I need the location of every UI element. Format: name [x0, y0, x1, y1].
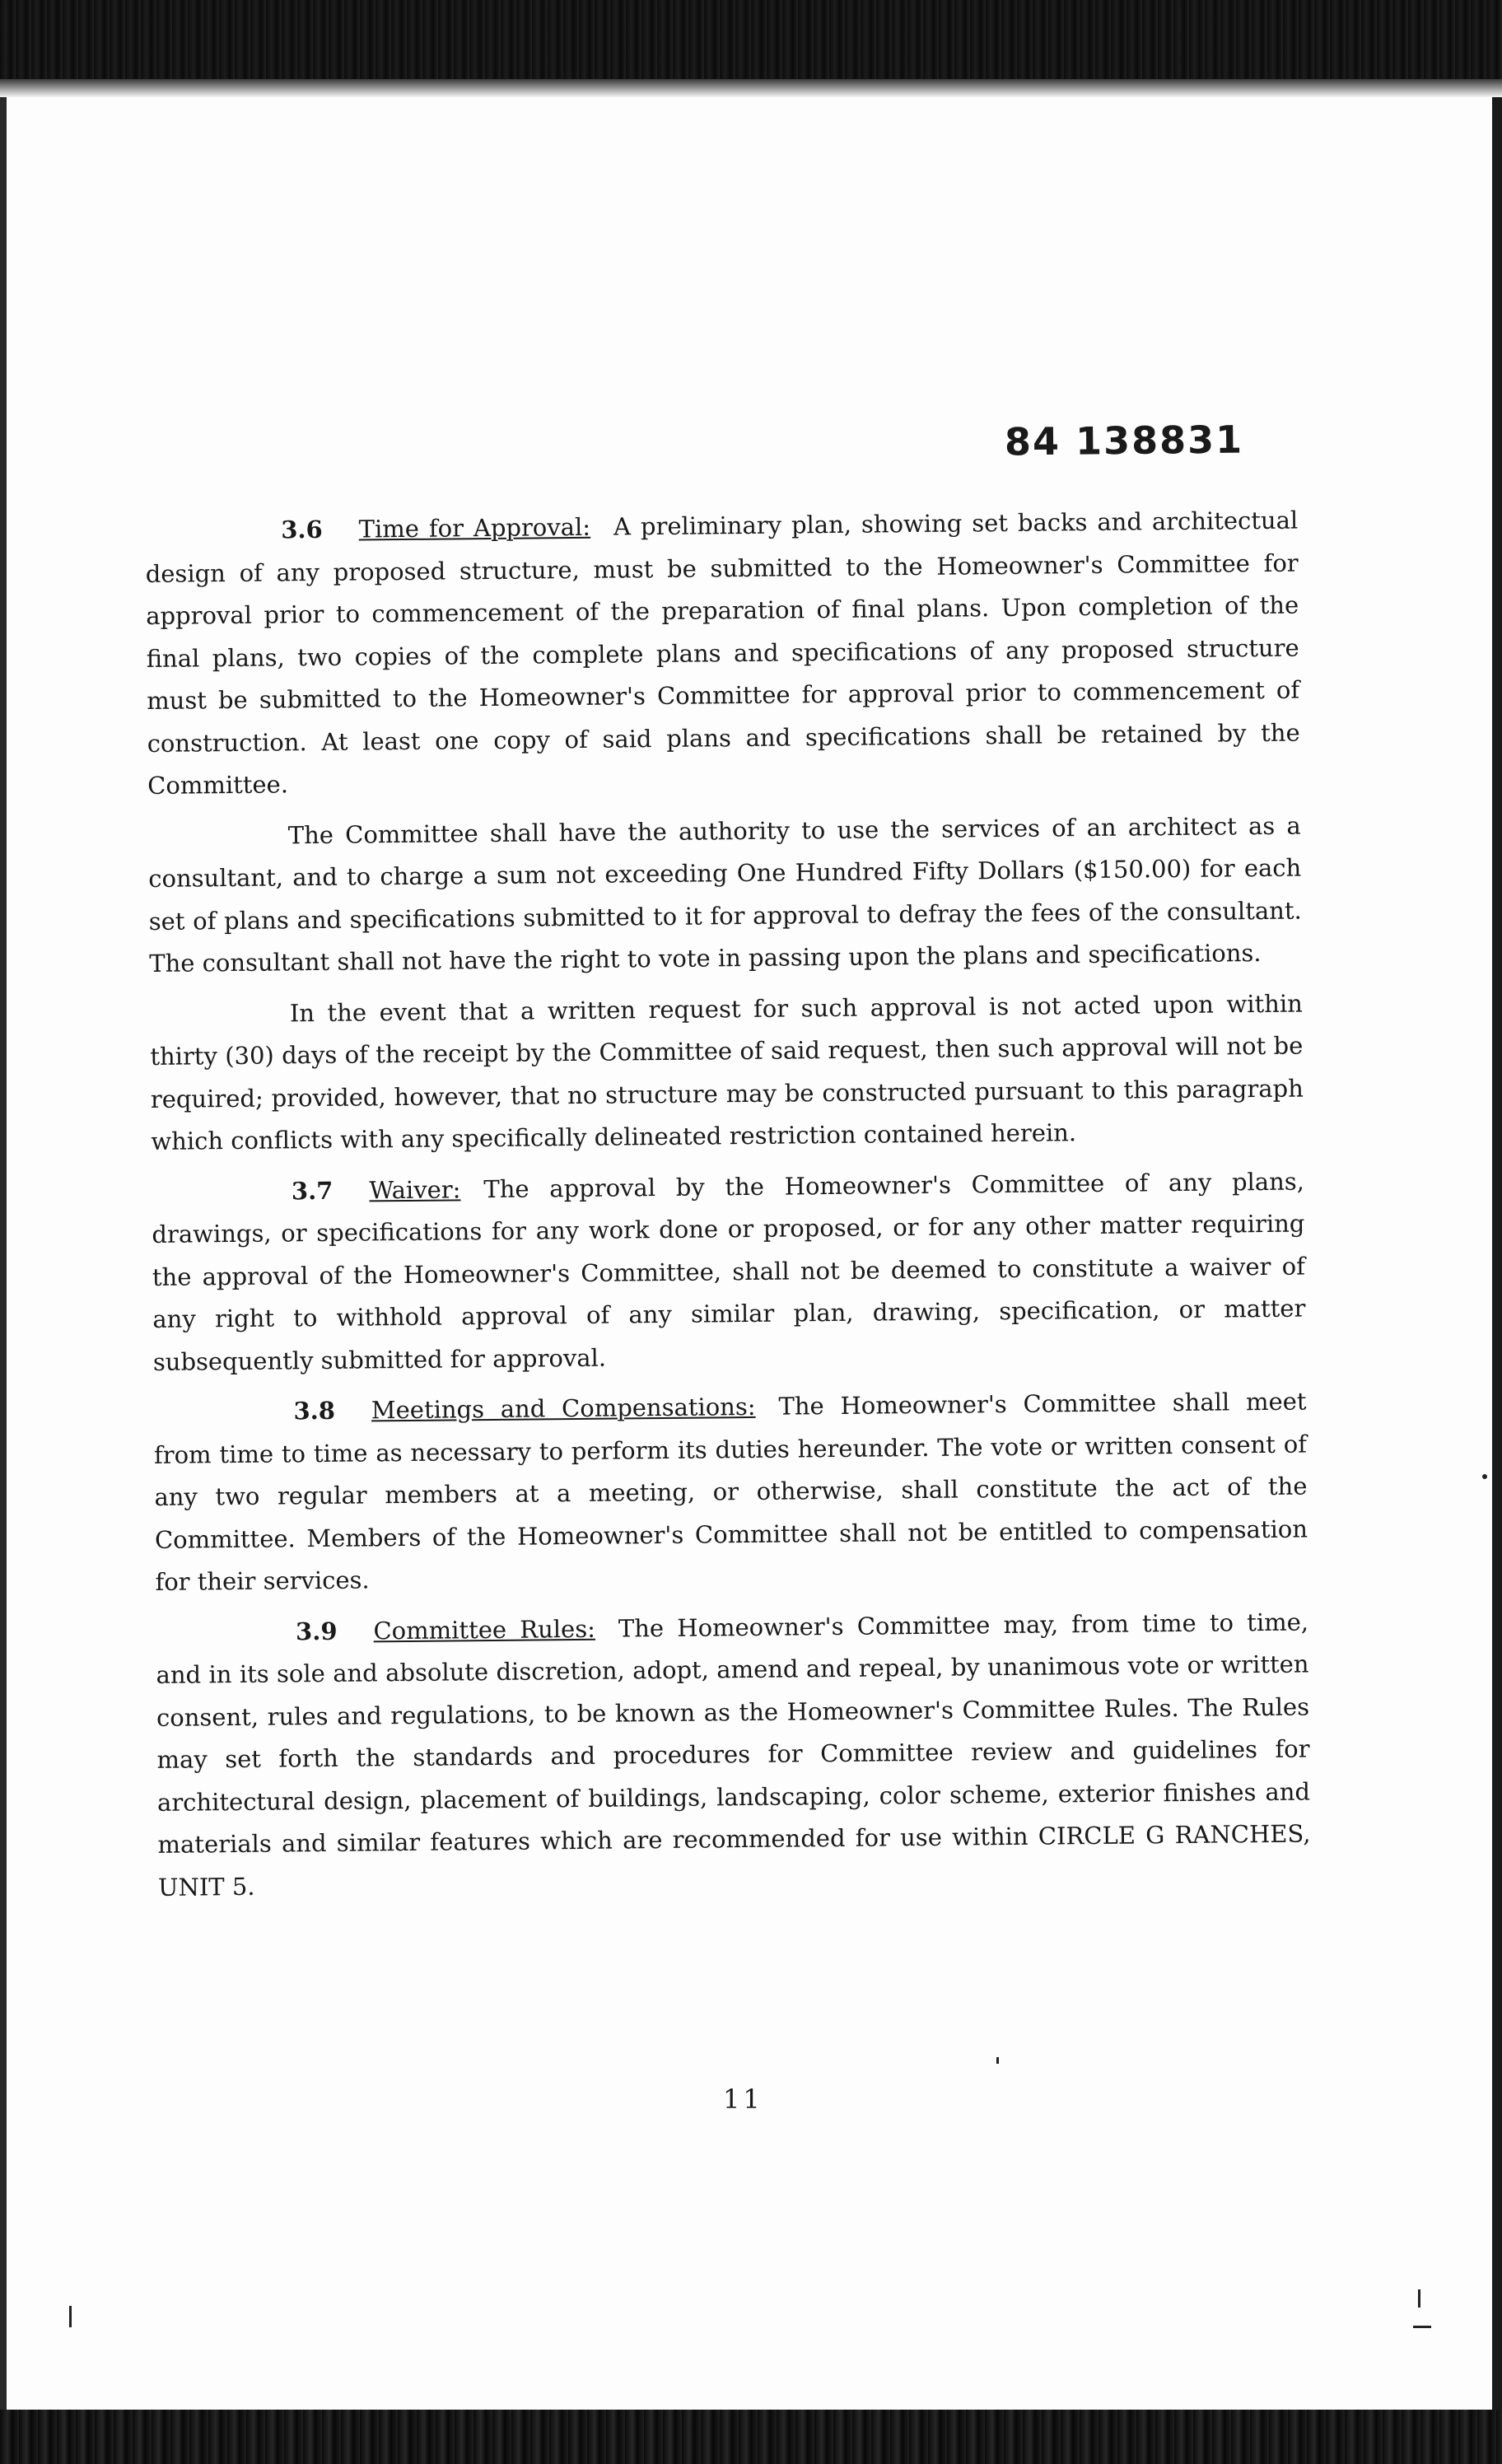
scan-speck [996, 2057, 999, 2064]
scan-border-top [0, 0, 1502, 97]
section-number: 3.8 [293, 1396, 336, 1426]
section-title: Waiver: [369, 1174, 461, 1204]
section-3-8-paragraph [153, 1381, 1308, 1604]
section-3-6-paragraph-1 [145, 500, 1300, 808]
paragraph-text: The Homeowner's Committee shall meet from time to time as necessary to perform its duties hereunder. The vote or written consent of any two regular members at a meeting, or otherwise, shall constitute the act of the Committee. Members of the Homeowner's Committee shall not be entitled to compensation for their services. [153, 1387, 1308, 1596]
section-3-6-paragraph-2: The Committee shall have the authority to use the services of an architect as a consultant, and to charge a sum not exceeding One Hundred Fifty Dollars ($150.00) for each set of plans and specifications submitted to it for approval to defray the fees of the consultant. The consultant shall not have the right to vote in passing upon the plans and specifications. [148, 811, 1302, 978]
document-body [145, 500, 1311, 1917]
scan-border-left [0, 97, 7, 2410]
scan-speck [1418, 2289, 1420, 2308]
section-number: 3.6 [281, 515, 323, 544]
scan-speck [69, 2306, 72, 2327]
section-title: Time for Approval: [358, 512, 591, 544]
scan-speck [1413, 2326, 1431, 2328]
section-number: 3.9 [295, 1617, 338, 1645]
scan-border-bottom [0, 2410, 1502, 2464]
paragraph-text: A preliminary plan, showing set backs and architectual design of any proposed structure, must be submitted to the Homeowner's Committee for approval prior to commencement of the preparation of final plans. Upon completion of the final plans, two copies of the complete plans and specifications of any proposed structure must be submitted to the Homeowner's Committee for approval prior to commencement of construction. At least one copy of said plans and specifications shall be retained by the Committee. [145, 506, 1300, 800]
page-number: 11 [723, 2084, 763, 2115]
recording-number: 84 138831 [1004, 417, 1244, 464]
section-3-6-paragraph-3: In the event that a written request for such approval is not acted upon within thirty (30) days of the receipt by the Committee of said request, then such approval will not be required; provided, however, that no structure may be constructed pursuant to this paragraph which conflicts with any specifically delineated restriction contained herein. [150, 989, 1304, 1155]
scan-border-right [1492, 97, 1502, 2410]
section-title: Meetings and Compensations: [371, 1392, 756, 1425]
section-title: Committee Rules: [373, 1614, 596, 1645]
section-number: 3.7 [291, 1176, 334, 1205]
scan-speck [1482, 1474, 1487, 1479]
section-3-7-paragraph [152, 1160, 1306, 1384]
paragraph-text: The approval by the Homeowner's Committee of any plans, drawings, or specifications for any work done or proposed, or for any other matter requiring the approval of the Homeowner's Committee, shall not be deemed to constitute a waiver of any right to withhold approval of any similar plan, drawing, specification, or matter subsequently submitted for approval. [152, 1167, 1306, 1376]
paragraph-text: The Homeowner's Committee may, from time to time, and in its sole and absolute discretion, adopt, amend and repeal, by unanimous vote or written consent, rules and regulations, to be known as the Homeowner's Committee Rules. The Rules may set forth the standards and procedures for Committee review and guidelines for architectural design, placement of buildings, landscaping, color scheme, exterior finishes and materials and similar features which are recommended for use within CIRCLE G RANCHES, UNIT 5. [156, 1607, 1311, 1902]
section-3-9-paragraph [156, 1601, 1311, 1909]
